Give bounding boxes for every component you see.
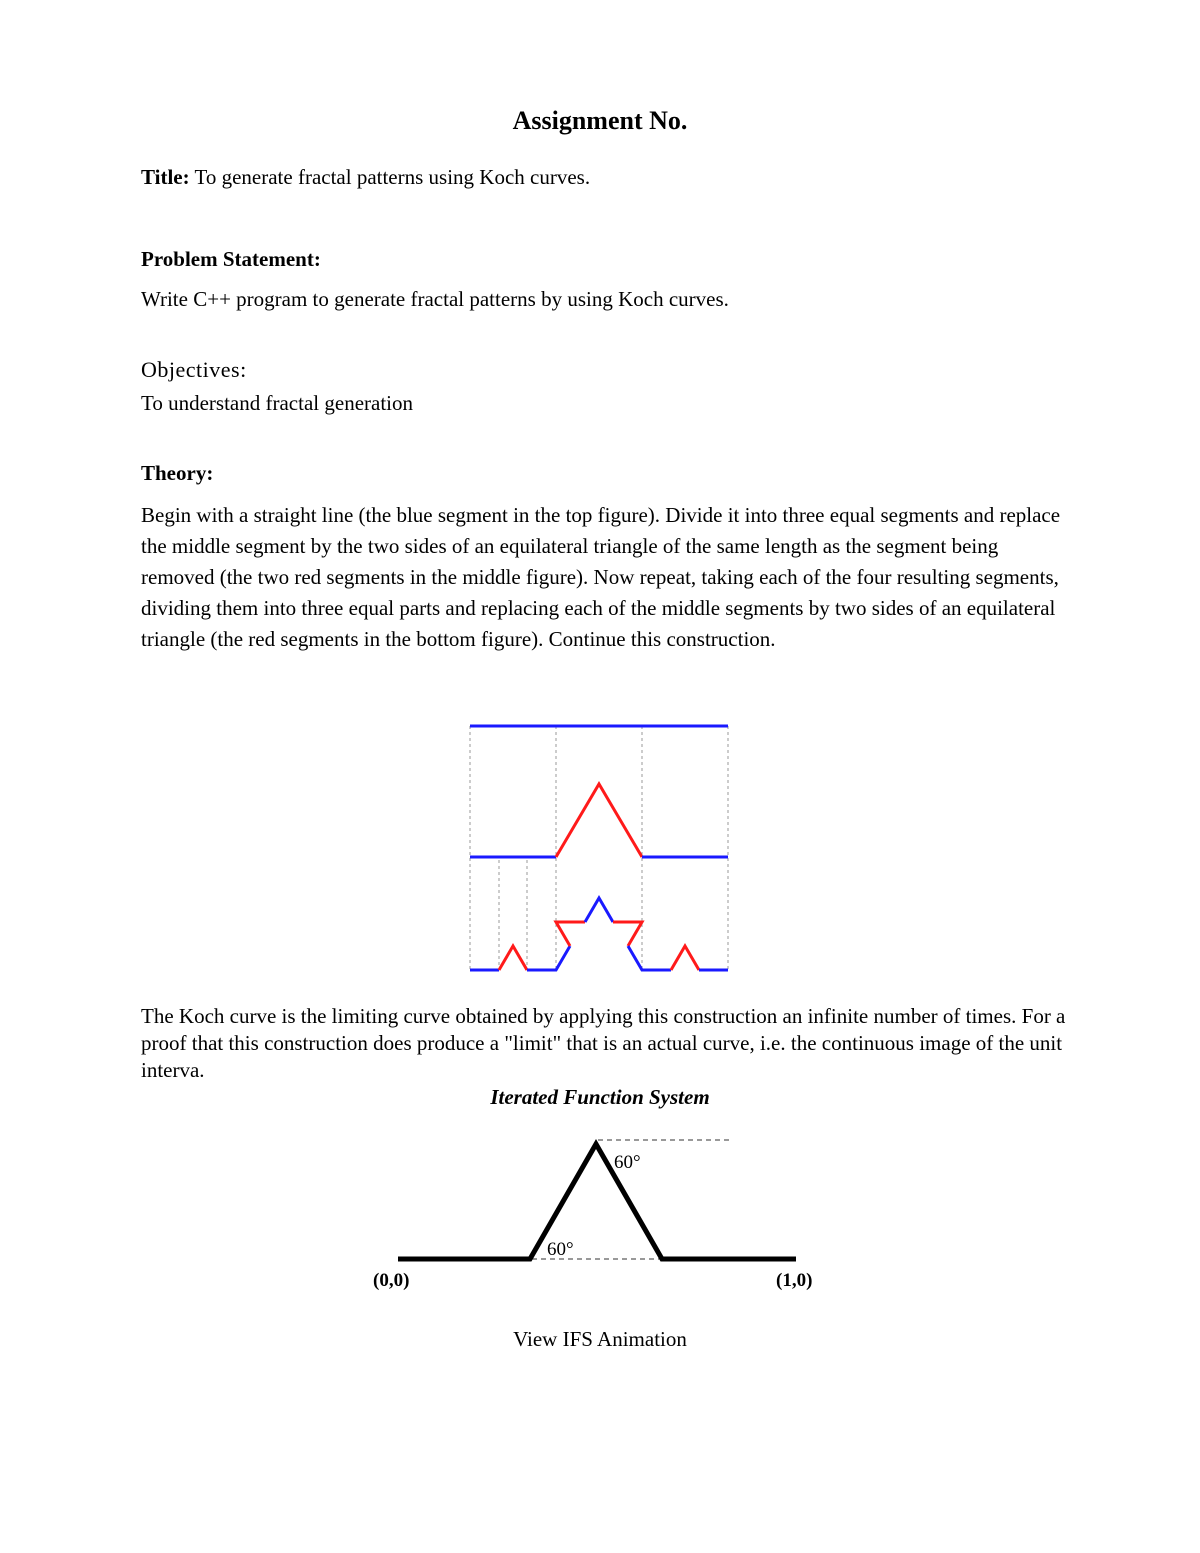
ifs-label-start: (0,0) [373, 1270, 410, 1291]
theory-heading: Theory: [141, 461, 214, 485]
view-ifs-animation-link[interactable]: View IFS Animation [513, 1327, 687, 1351]
ifs-caption: Iterated Function System [490, 1085, 710, 1109]
ifs-label-end: (1,0) [776, 1270, 813, 1291]
koch-paragraph: The Koch curve is the limiting curve obtained by applying this construction an infinite number of times. For a proof that this construction does produce a "limit" that is an actual curve, i.e. the continuous image of the unit interva. [141, 1004, 1066, 1082]
ifs-angle-bottom: 60° [547, 1239, 574, 1260]
theory-paragraph: Begin with a straight line (the blue segment in the top figure). Divide it into three equal segments and replace the middle segment by the two sides of an equilateral triangle of the same length as the segment being removed (the two red segments in the middle figure). Now repeat, taking each of the four resulting segments, dividing them into three equal parts and replacing each of the middle segments by two sides of an equilateral triangle (the red segments in the bottom figure). Continue this construction. [141, 503, 1061, 651]
ifs-generator-curve [398, 1144, 796, 1259]
objectives-heading: Objectives: [141, 357, 247, 382]
title-label: Title: [141, 165, 190, 189]
problem-statement-heading: Problem Statement: [141, 247, 321, 271]
ifs-angle-top: 60° [614, 1152, 641, 1173]
title-text: To generate fractal patterns using Koch curves. [189, 165, 591, 189]
objectives-text: To understand fractal generation [141, 391, 413, 415]
problem-statement-text: Write C++ program to generate fractal patterns by using Koch curves. [141, 287, 729, 311]
page-title: Assignment No. [512, 106, 688, 135]
